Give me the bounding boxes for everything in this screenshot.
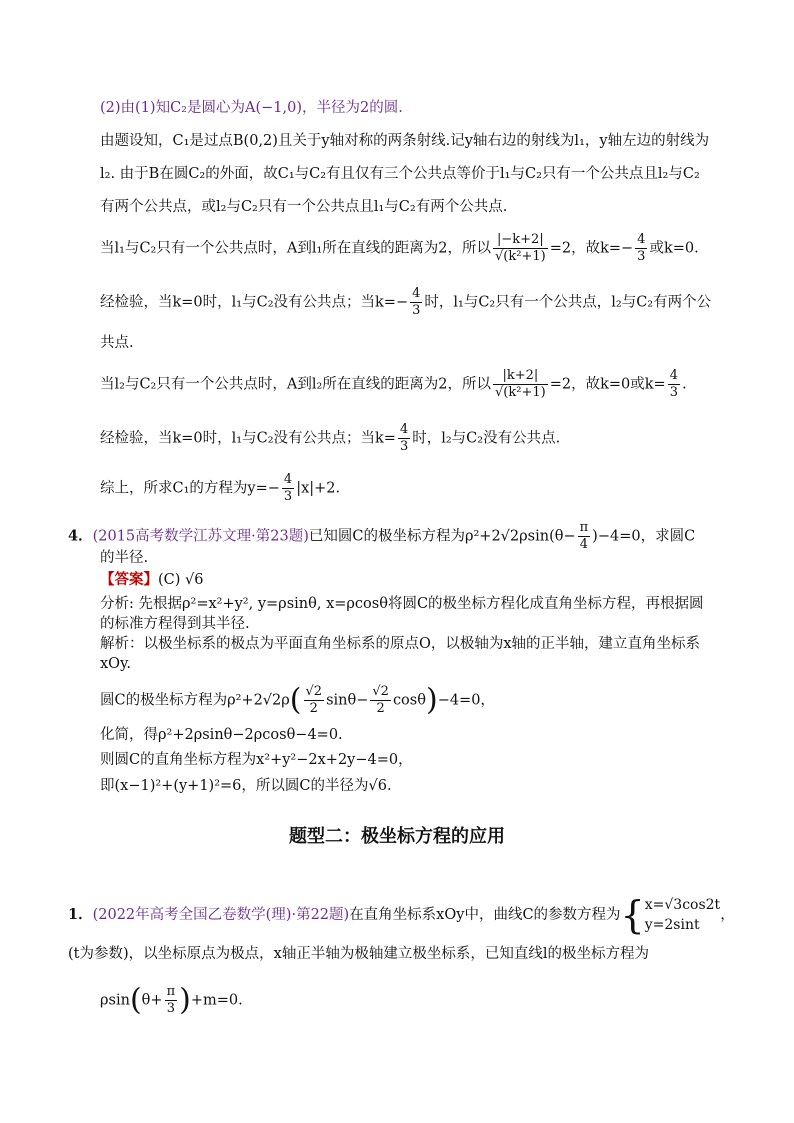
case1-line: 当l₁与C₂只有一个公共点时，A到l₁所在直线的距离为2，所以 $\frac{|-k+2|}{\text{√(k²+1)}}$ =2，故k=− $\frac{4}{3}$ 或k=0. <box>100 232 699 264</box>
q4-solution-line1: 解析：以极坐标系的极点为平面直角坐标系的原点O，以极轴为x轴的正半轴，建立直角坐标系 <box>100 636 701 652</box>
verify1-cont: 共点. <box>100 335 134 351</box>
answer-label: 【答案】 <box>100 571 158 588</box>
q4-rect-equation: 则圆C的直角坐标方程为x²+y²−2x+2y−4=0， <box>100 752 413 768</box>
q4-simplified: 化简，得ρ²+2ρsinθ−2ρcosθ−4=0. <box>100 727 343 743</box>
distance-fraction-1: $\frac{|-k+2|}{\text{√(k²+1)}}$ <box>495 232 546 264</box>
q4-analysis-line2: 的标准方程得到其半径. <box>100 616 250 632</box>
distance-fraction-2: $\frac{|k+2|}{\text{√(k²+1)}}$ <box>495 368 546 400</box>
q4-analysis-line1: 分析: 先根据ρ²=x²+y², y=ρsinθ, x=ρcosθ将圆C的极坐标方程化成直角坐标方程，再根据圆 <box>100 596 704 612</box>
verify1-line: 经检验，当k=0时，l₁与C₂没有公共点；当k=− $\frac{4}{3}$ 时，l₁与C₂只有一个公共点，l₂与C₂有两个公 <box>100 286 712 318</box>
parametric-system: x=√3cos2t y=2sint <box>644 897 721 933</box>
section-title: 题型二：极坐标方程的应用 <box>289 826 505 847</box>
summary-line: 综上，所求C₁的方程为y=− $\frac{4}{3}$ |x|+2. <box>100 472 341 504</box>
verify2-line: 经检验，当k=0时，l₁与C₂没有公共点；当k= $\frac{4}{3}$ 时，l₂与C₂没有公共点. <box>100 422 561 454</box>
q4-standard-form: 即(x−1)²+(y+1)²=6，所以圆C的半径为√6. <box>100 778 392 794</box>
q1-line2: (t为参数)，以坐标原点为极点，x轴正半轴为极轴建立极坐标系，已知直线l的极坐标方程为 <box>68 946 649 962</box>
part2-intro: (2)由(1)知C₂是圆心为A(−1,0)，半径为2的圆. <box>100 100 403 116</box>
q4-stem: 4．(2015高考数学江苏文理·第23题)已知圆C的极坐标方程为ρ²+2√2ρsin(θ− $\frac{\pi}{4}$ )−4=0，求圆C <box>68 520 696 552</box>
q4-answer <box>100 570 203 590</box>
part2-text-line2: l₂. 由于B在圆C₂的外面，故C₁与C₂有且仅有三个公共点等价于l₁与C₂只有一个公共点且l₂与C₂ <box>100 166 700 182</box>
q4-stem-cont: 的半径. <box>100 550 149 566</box>
answer-text: (C) √6 <box>158 572 204 588</box>
q1-stem: 1．(2022年高考全国乙卷数学(理)·第22题)在直角坐标系xOy中，曲线C的参数方程为{ x=√3cos2t y=2sint ， <box>68 893 735 937</box>
part2-text-line3: 有两个公共点，或l₂与C₂只有一个公共点且l₁与C₂有两个公共点. <box>100 199 508 215</box>
q1-polar-line: ρsin(θ+ $\frac{\pi}{3}$ )+m=0. <box>100 982 243 1018</box>
q4-solution-line2: xOy. <box>100 656 131 672</box>
q4-polar-equation: 圆C的极坐标方程为ρ²+2√2ρ( $\frac{√2}{2}$ sinθ− $\frac{√2}{2}$ cosθ)−4=0， <box>100 682 495 718</box>
case2-line: 当l₂与C₂只有一个公共点时，A到l₂所在直线的距离为2，所以 $\frac{|k+2|}{\text{√(k²+1)}}$ =2，故k=0或k= $\frac{4}{3}$ . <box>100 368 687 400</box>
part2-text-line1: 由题设知，C₁是过点B(0,2)且关于y轴对称的两条射线.记y轴右边的射线为l₁，y轴左边的射线为 <box>100 133 710 149</box>
